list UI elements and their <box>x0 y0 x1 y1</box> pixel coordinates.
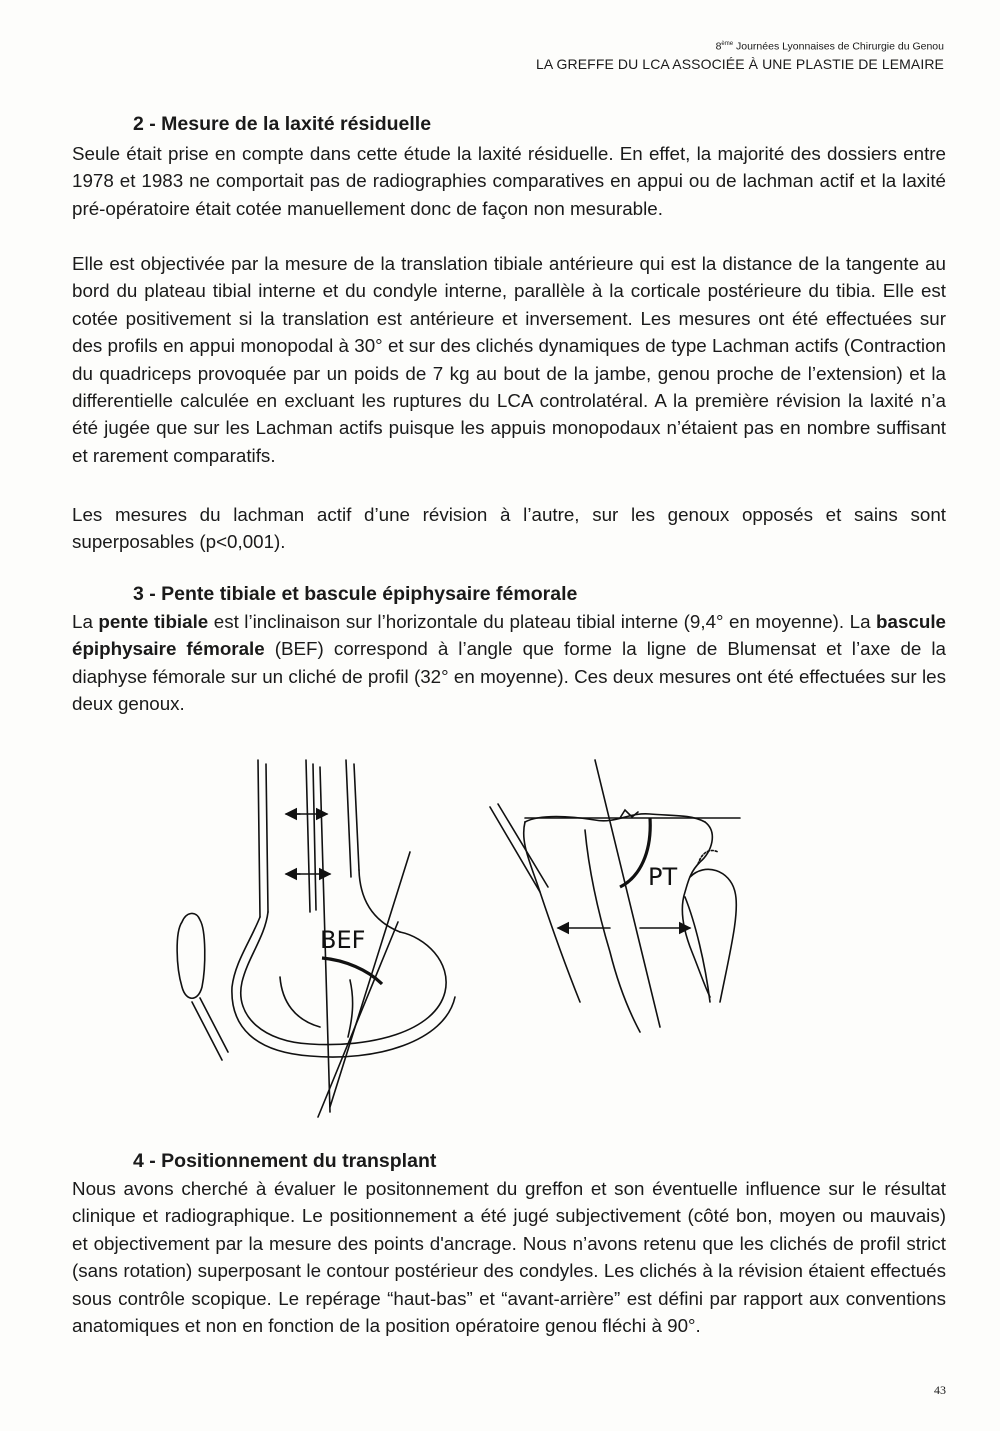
term-bascule-epiphysaire: bascule épiphysaire fémorale <box>72 611 946 660</box>
section-4-paragraph: Nous avons cherché à évaluer le positonnement du greffon et son éventuelle influence sur le résultat clinique et radiographique. Le positionnement a été jugé subjectivement (côté bon, moyen ou mauvais) et objectivement par la mesure des points d'ancrage. Nous n’avons retenu que les clichés de profil strict (sans rotation) superposant le contour postérieur des condyles. Les clichés à la révision étaient effectués sous contrôle scopique. Le repérage “haut-bas” et “avant-arrière” est défini par rapport aux conventions anatomiques et non en fonction de la position opératoire genou fléchi à 90°. <box>72 1178 946 1337</box>
section-3-title: 3 - Pente tibiale et bascule épiphysaire fémorale <box>133 583 578 605</box>
femur-drawing <box>177 760 455 1117</box>
article-title: LA GREFFE DU LCA ASSOCIÉE À UNE PLASTIE DE LEMAIRE <box>535 55 944 72</box>
section-4-title: 4 - Positionnement du transplant <box>133 1150 437 1172</box>
bef-label: BEF <box>320 926 366 954</box>
running-header <box>536 36 944 73</box>
section-2-title: 2 - Mesure de la laxité résiduelle <box>133 113 432 135</box>
pt-angle-arc <box>620 818 650 887</box>
section-2-paragraph-3: Les mesures du lachman actif d’une révision à l’autre, sur les genoux opposés et sains sont superposables (p<0,001). <box>72 504 946 553</box>
conference-name: 8ème Journées Lyonnaises de Chirurgie du Genou <box>715 40 944 53</box>
term-pente-tibiale: pente tibiale <box>98 611 209 632</box>
knee-measurement-figure <box>170 752 770 1127</box>
tibia-drawing <box>490 760 740 1032</box>
pt-label: PT <box>648 863 678 891</box>
section-2-paragraph-1: Seule était prise en compte dans cette étude la laxité résiduelle. En effet, la majorité des dossiers entre 1978 et 1983 ne comportait pas de radiographies comparatives en appui ou de lachman actif et la laxité pré-opératoire était cotée manuellement donc de façon non mesurable. <box>72 143 946 219</box>
page-number: 43 <box>934 1383 946 1397</box>
section-2-paragraph-2: Elle est objectivée par la mesure de la translation tibiale antérieure qui est la distance de la tangente au bord du plateau tibial interne et du condyle interne, parallèle à la corticale postérieure du tibia. Elle est cotée positivement si la translation est antérieure et inversement. Les mesures ont été effectuées sur des profils en appui monopodal à 30° et sur des clichés dynamiques de type Lachman actifs (Contraction du quadriceps provoquée par un poids de 7 kg au bout de la jambe, genou proche de l’extension) et la differentielle calculée en excluant les ruptures du LCA controlatéral. A la première révision la laxité n’a été jugée que sur les Lachman actifs puisque les appuis monopodaux n’étaient pas en nombre suffisant et rarement comparatifs. <box>72 253 946 466</box>
section-3-paragraph: La pente tibiale est l’inclinaison sur l’horizontale du plateau tibial interne (9,4° en moyenne). La bascule épiphysaire fémorale (BEF) correspond à l’angle que forme la ligne de Blumensat et l’axe de la diaphyse fémorale sur un cliché de profil (32° en moyenne). Ces deux mesures ont été effectuées sur les deux genoux. <box>72 611 946 715</box>
